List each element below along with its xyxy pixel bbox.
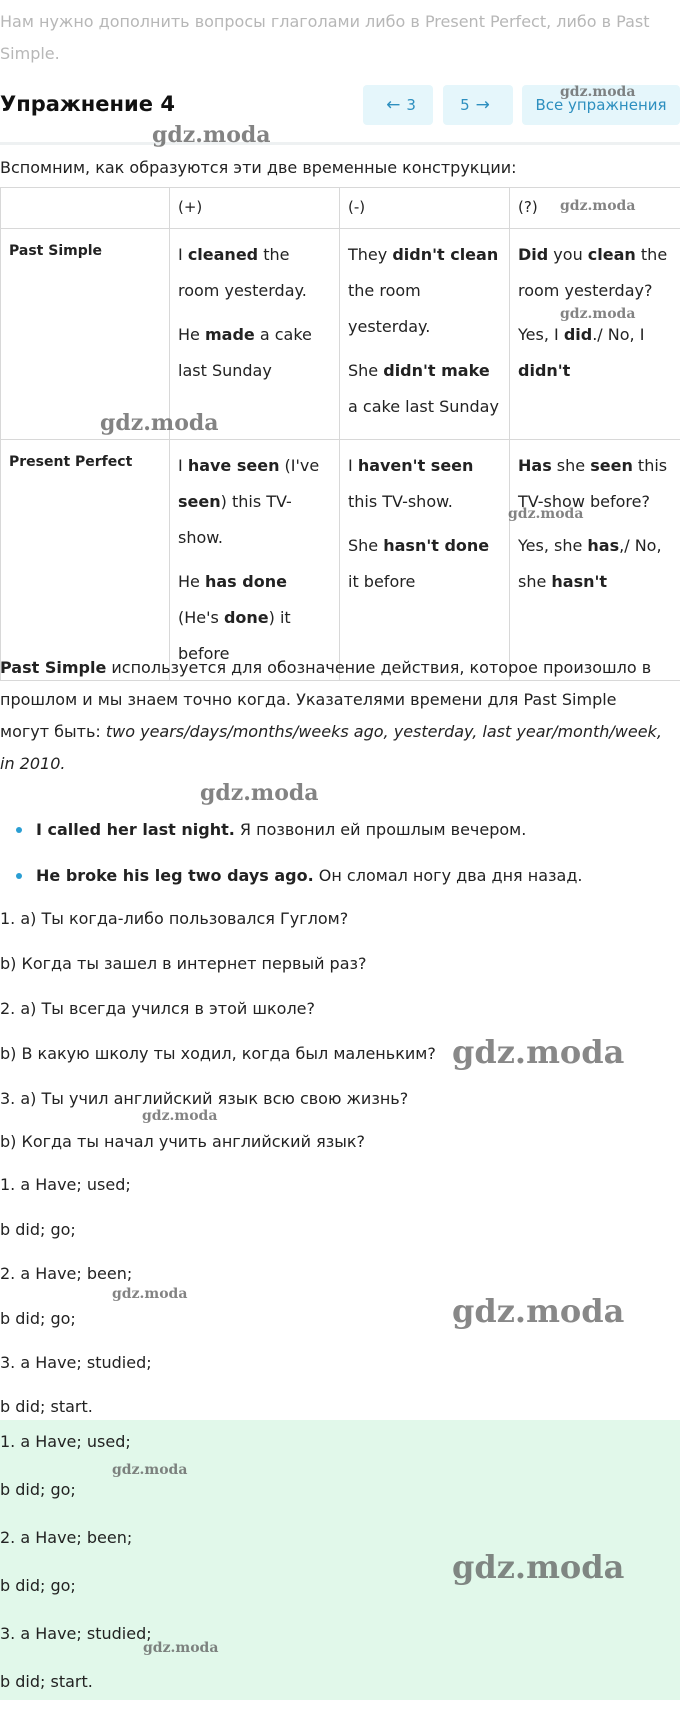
header-minus: (-) <box>340 188 510 229</box>
highlighted-answer-line: b did; start. <box>0 1672 93 1691</box>
cell-negative: I haven't seen this TV-show. She hasn't done it before <box>340 440 510 681</box>
cell-affirmative: I have seen (I've seen) this TV-show. He has done (He's done) it before <box>170 440 340 681</box>
highlighted-answer-line: b did; go; <box>0 1576 76 1595</box>
watermark: gdz.moda <box>560 198 636 214</box>
highlighted-answer-line: 1. a Have; used; <box>0 1432 131 1451</box>
watermark: gdz.moda <box>508 506 584 522</box>
table-row <box>1 440 680 681</box>
answer-line: 3. a Have; studied; <box>0 1353 152 1372</box>
watermark: gdz.moda <box>560 306 636 322</box>
watermark: gdz.moda <box>112 1462 188 1478</box>
answer-line: b did; go; <box>0 1220 76 1239</box>
answer-line: 2. a Have; been; <box>0 1264 133 1283</box>
intro-text: Нам нужно дополнить вопросы глаголами либо в Present Perfect, либо в Past Simple. <box>0 12 650 63</box>
header-plus: (+) <box>170 188 340 229</box>
term: Past Simple <box>0 658 107 677</box>
table-row <box>1 229 680 440</box>
answer-line: 1. a Have; used; <box>0 1175 131 1194</box>
watermark: gdz.moda <box>143 1640 219 1656</box>
watermark: gdz.moda <box>200 780 319 806</box>
divider <box>0 142 680 145</box>
header-empty <box>1 188 170 229</box>
cell-question: Did you clean the room yesterday? Yes, I did./ No, I didn't <box>510 229 680 440</box>
all-exercises-label: Все упражнения <box>535 96 667 114</box>
example-russian: Он сломал ногу два дня назад. <box>313 866 583 885</box>
next-exercise-button[interactable] <box>443 85 513 125</box>
question-line: b) Когда ты зашел в интернет первый раз? <box>0 954 367 973</box>
question-line: 2. a) Ты всегда учился в этой школе? <box>0 999 316 1018</box>
example-english: I called her last night. <box>36 820 235 839</box>
cell-question: Has she seen this TV-show before? Yes, she has,/ No, she hasn't <box>510 440 680 681</box>
arrow-right-icon: → <box>475 95 490 115</box>
prev-exercise-label: 3 <box>406 96 416 114</box>
table-intro: Вспомним, как образуются эти две временные конструкции: <box>0 158 517 177</box>
watermark: gdz.moda <box>152 122 271 148</box>
watermark: gdz.moda <box>560 84 636 100</box>
watermark: gdz.moda <box>112 1286 188 1302</box>
watermark: gdz.moda <box>100 410 219 436</box>
question-line: 1. a) Ты когда-либо пользовался Гуглом? <box>0 909 349 928</box>
example-russian: Я позвонил ей прошлым вечером. <box>234 820 527 839</box>
header-question: (?) <box>510 188 680 229</box>
explanation-text: используется для обозначение действия, которое произошло в прошлом и мы знаем точно когда. Указателями времени для Past Simple могут быть: <box>0 658 652 741</box>
cell-affirmative: I cleaned the room yesterday. He made a cake last Sunday <box>170 229 340 440</box>
example-english: He broke his leg two days ago. <box>36 866 314 885</box>
row-name-present-perfect: Present Perfect <box>1 440 170 681</box>
answer-line: b did; go; <box>0 1309 76 1328</box>
watermark: gdz.moda <box>452 1292 625 1330</box>
watermark: gdz.moda <box>452 1548 625 1586</box>
page-title: Упражнение 4 <box>0 92 175 116</box>
answer-line: b did; start. <box>0 1397 93 1416</box>
question-line: 3. a) Ты учил английский язык всю свою жизнь? <box>0 1089 409 1108</box>
question-line: b) Когда ты начал учить английский язык? <box>0 1132 365 1151</box>
next-exercise-label: 5 <box>460 96 470 114</box>
list-item <box>16 815 666 861</box>
cell-negative: They didn't clean the room yesterday. She didn't make a cake last Sunday <box>340 229 510 440</box>
highlighted-answer-line: b did; go; <box>0 1480 76 1499</box>
time-markers: two years/days/months/weeks ago, yesterday, last year/month/week, in 2010. <box>0 722 662 773</box>
row-name-past-simple: Past Simple <box>1 229 170 440</box>
highlighted-answer-line: 3. a Have; studied; <box>0 1624 152 1643</box>
watermark: gdz.moda <box>452 1033 625 1071</box>
question-line: b) В какую школу ты ходил, когда был маленьким? <box>0 1044 436 1063</box>
highlighted-answer-line: 2. a Have; been; <box>0 1528 133 1547</box>
examples-list <box>16 815 666 907</box>
prev-exercise-button[interactable] <box>363 85 433 125</box>
watermark: gdz.moda <box>142 1108 218 1124</box>
list-item <box>16 861 666 907</box>
past-simple-explanation <box>0 652 670 780</box>
arrow-left-icon: ← <box>386 95 401 115</box>
